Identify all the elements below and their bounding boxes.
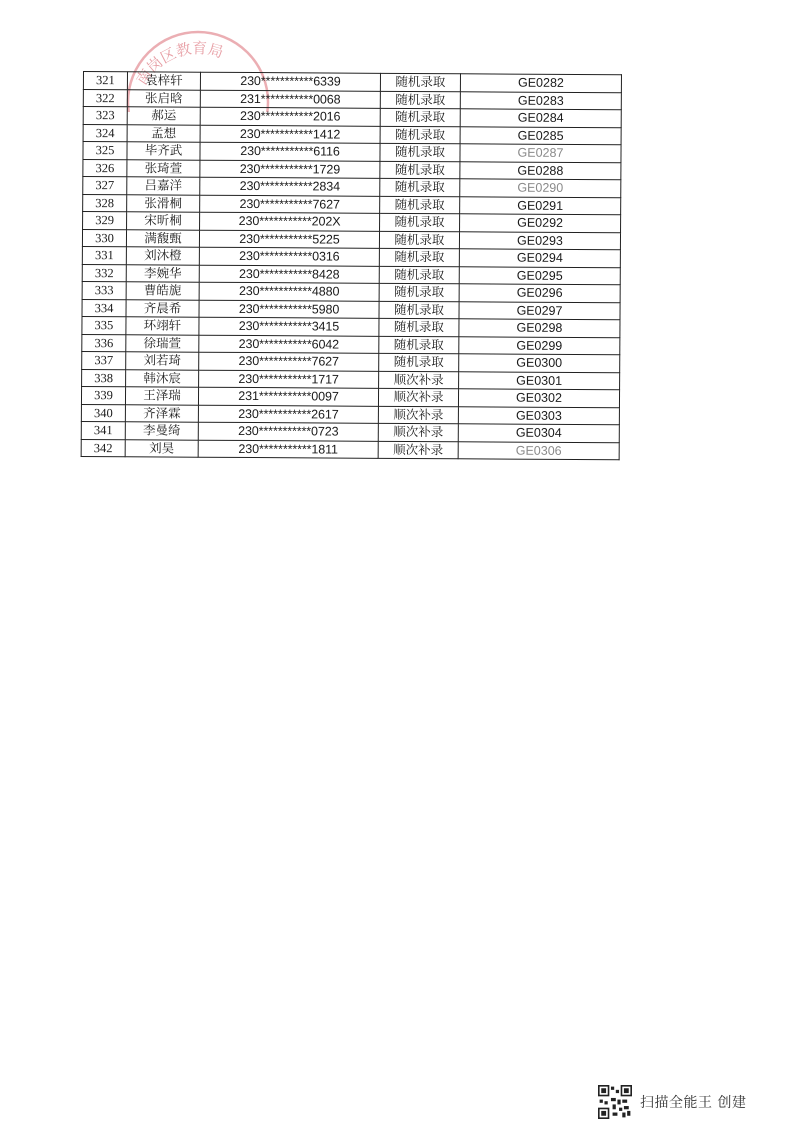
id-number-cell: 230***********2834: [200, 177, 380, 196]
row-number-cell: 321: [83, 72, 127, 90]
admission-type-cell: 随机录取: [379, 353, 459, 371]
id-number-cell: 230***********6042: [199, 335, 379, 354]
id-number-cell: 230***********1412: [200, 125, 380, 144]
admission-type-cell: 随机录取: [380, 196, 460, 214]
id-number-cell: 230***********3415: [199, 317, 379, 336]
admission-code-cell: GE0297: [459, 301, 620, 319]
id-number-cell: 230***********7627: [200, 195, 380, 214]
id-number-cell: 230***********5225: [199, 230, 379, 249]
student-name-cell: 袁梓轩: [127, 72, 200, 90]
student-name-cell: 王泽瑞: [125, 387, 198, 405]
id-number-cell: 230***********7627: [199, 352, 379, 371]
row-number-cell: 322: [83, 89, 127, 107]
admission-type-cell: 随机录取: [379, 301, 459, 319]
admission-type-cell: 随机录取: [380, 73, 460, 91]
student-name-cell: 满馥甄: [126, 229, 199, 247]
student-name-cell: 张滑桐: [127, 194, 200, 212]
student-name-cell: 张琦萱: [127, 159, 200, 177]
roster-body: [81, 72, 621, 460]
row-number-cell: 342: [81, 439, 125, 457]
admission-code-cell: GE0298: [459, 319, 620, 337]
admission-type-cell: 随机录取: [379, 336, 459, 354]
id-number-cell: 230***********202X: [200, 212, 380, 231]
admission-code-cell: GE0301: [459, 371, 620, 389]
admission-type-cell: 随机录取: [380, 161, 460, 179]
admission-type-cell: 随机录取: [380, 143, 460, 161]
id-number-cell: 230***********8428: [199, 265, 379, 284]
admission-type-cell: 随机录取: [379, 248, 459, 266]
admission-type-cell: 随机录取: [379, 318, 459, 336]
id-number-cell: 231***********0097: [198, 387, 378, 406]
row-number-cell: 324: [83, 124, 127, 142]
id-number-cell: 230***********0316: [199, 247, 379, 266]
id-number-cell: 230***********0723: [198, 422, 378, 441]
row-number-cell: 334: [82, 299, 126, 317]
student-name-cell: 毕齐武: [127, 142, 200, 160]
student-name-cell: 环翊轩: [126, 317, 199, 335]
admission-code-cell: GE0290: [460, 179, 621, 197]
admission-code-cell: GE0292: [460, 214, 621, 232]
id-number-cell: 230***********4880: [199, 282, 379, 301]
admission-code-cell: GE0283: [460, 91, 621, 109]
row-number-cell: 333: [82, 281, 126, 299]
id-number-cell: 230***********2617: [198, 405, 378, 424]
admission-code-cell: GE0284: [460, 109, 621, 127]
row-number-cell: 338: [82, 369, 126, 387]
admission-type-cell: 随机录取: [379, 283, 459, 301]
student-name-cell: 刘若琦: [126, 352, 199, 370]
admission-type-cell: 随机录取: [380, 91, 460, 109]
row-number-cell: 331: [82, 246, 126, 264]
row-number-cell: 326: [83, 159, 127, 177]
scanner-credit-text: 扫描全能王 创建: [640, 1095, 747, 1111]
id-number-cell: 230***********1729: [200, 160, 380, 179]
student-name-cell: 韩沐宸: [126, 369, 199, 387]
qr-code-icon: [598, 1085, 632, 1119]
admission-code-cell: GE0302: [458, 389, 619, 407]
row-number-cell: 327: [83, 177, 127, 195]
admission-code-cell: GE0304: [458, 424, 619, 442]
admission-code-cell: GE0282: [460, 74, 621, 92]
admission-code-cell: GE0299: [459, 336, 620, 354]
student-name-cell: 齐泽霖: [125, 404, 198, 422]
id-number-cell: 231***********0068: [200, 90, 380, 109]
student-name-cell: 徐瑞萱: [126, 334, 199, 352]
svg-text:南岗区教育局: 南岗区教育局: [132, 39, 226, 89]
row-number-cell: 328: [83, 194, 127, 212]
admission-type-cell: 随机录取: [380, 178, 460, 196]
admission-code-cell: GE0287: [460, 144, 621, 162]
admission-code-cell: GE0296: [459, 284, 620, 302]
id-number-cell: 230***********1811: [198, 440, 378, 459]
scanner-watermark: [598, 1085, 746, 1119]
student-name-cell: 曹皓旎: [126, 282, 199, 300]
student-name-cell: 齐晨希: [126, 299, 199, 317]
student-name-cell: 宋昕桐: [127, 212, 200, 230]
student-name-cell: 李婉华: [126, 264, 199, 282]
row-number-cell: 329: [83, 212, 127, 230]
row-number-cell: 330: [82, 229, 126, 247]
row-number-cell: 335: [82, 316, 126, 334]
row-number-cell: 323: [83, 107, 127, 125]
admission-code-cell: GE0291: [460, 196, 621, 214]
student-name-cell: 郝运: [127, 107, 200, 125]
row-number-cell: 341: [81, 421, 125, 439]
admission-code-cell: GE0285: [460, 126, 621, 144]
row-number-cell: 332: [82, 264, 126, 282]
admission-type-cell: 随机录取: [380, 126, 460, 144]
table-row: [81, 439, 619, 460]
admission-code-cell: GE0306: [458, 441, 619, 459]
row-number-cell: 336: [82, 334, 126, 352]
admission-type-cell: 随机录取: [379, 266, 459, 284]
admission-roster-table: [81, 71, 622, 460]
row-number-cell: 325: [83, 142, 127, 160]
admission-code-cell: GE0295: [459, 266, 620, 284]
admission-type-cell: 顺次补录: [378, 406, 458, 424]
admission-type-cell: 顺次补录: [378, 441, 458, 459]
id-number-cell: 230***********5980: [199, 300, 379, 319]
admission-type-cell: 随机录取: [380, 213, 460, 231]
student-name-cell: 张启晗: [127, 89, 200, 107]
student-name-cell: 吕嘉洋: [127, 177, 200, 195]
admission-type-cell: 随机录取: [380, 108, 460, 126]
id-number-cell: 230***********2016: [200, 107, 380, 126]
row-number-cell: 337: [82, 351, 126, 369]
admission-code-cell: GE0300: [459, 354, 620, 372]
student-name-cell: 刘昊: [125, 439, 198, 457]
student-name-cell: 刘沐橙: [126, 247, 199, 265]
admission-code-cell: GE0288: [460, 161, 621, 179]
row-number-cell: 339: [81, 386, 125, 404]
id-number-cell: 230***********6339: [200, 72, 380, 91]
admission-type-cell: 随机录取: [379, 231, 459, 249]
admission-code-cell: GE0294: [459, 249, 620, 267]
admission-code-cell: GE0293: [459, 231, 620, 249]
id-number-cell: 230***********6116: [200, 142, 380, 161]
row-number-cell: 340: [81, 404, 125, 422]
admission-type-cell: 顺次补录: [379, 371, 459, 389]
admission-code-cell: GE0303: [458, 406, 619, 424]
student-name-cell: 孟想: [127, 124, 200, 142]
admission-type-cell: 顺次补录: [378, 388, 458, 406]
student-name-cell: 李曼绮: [125, 422, 198, 440]
admission-type-cell: 顺次补录: [378, 423, 458, 441]
id-number-cell: 230***********1717: [199, 370, 379, 389]
